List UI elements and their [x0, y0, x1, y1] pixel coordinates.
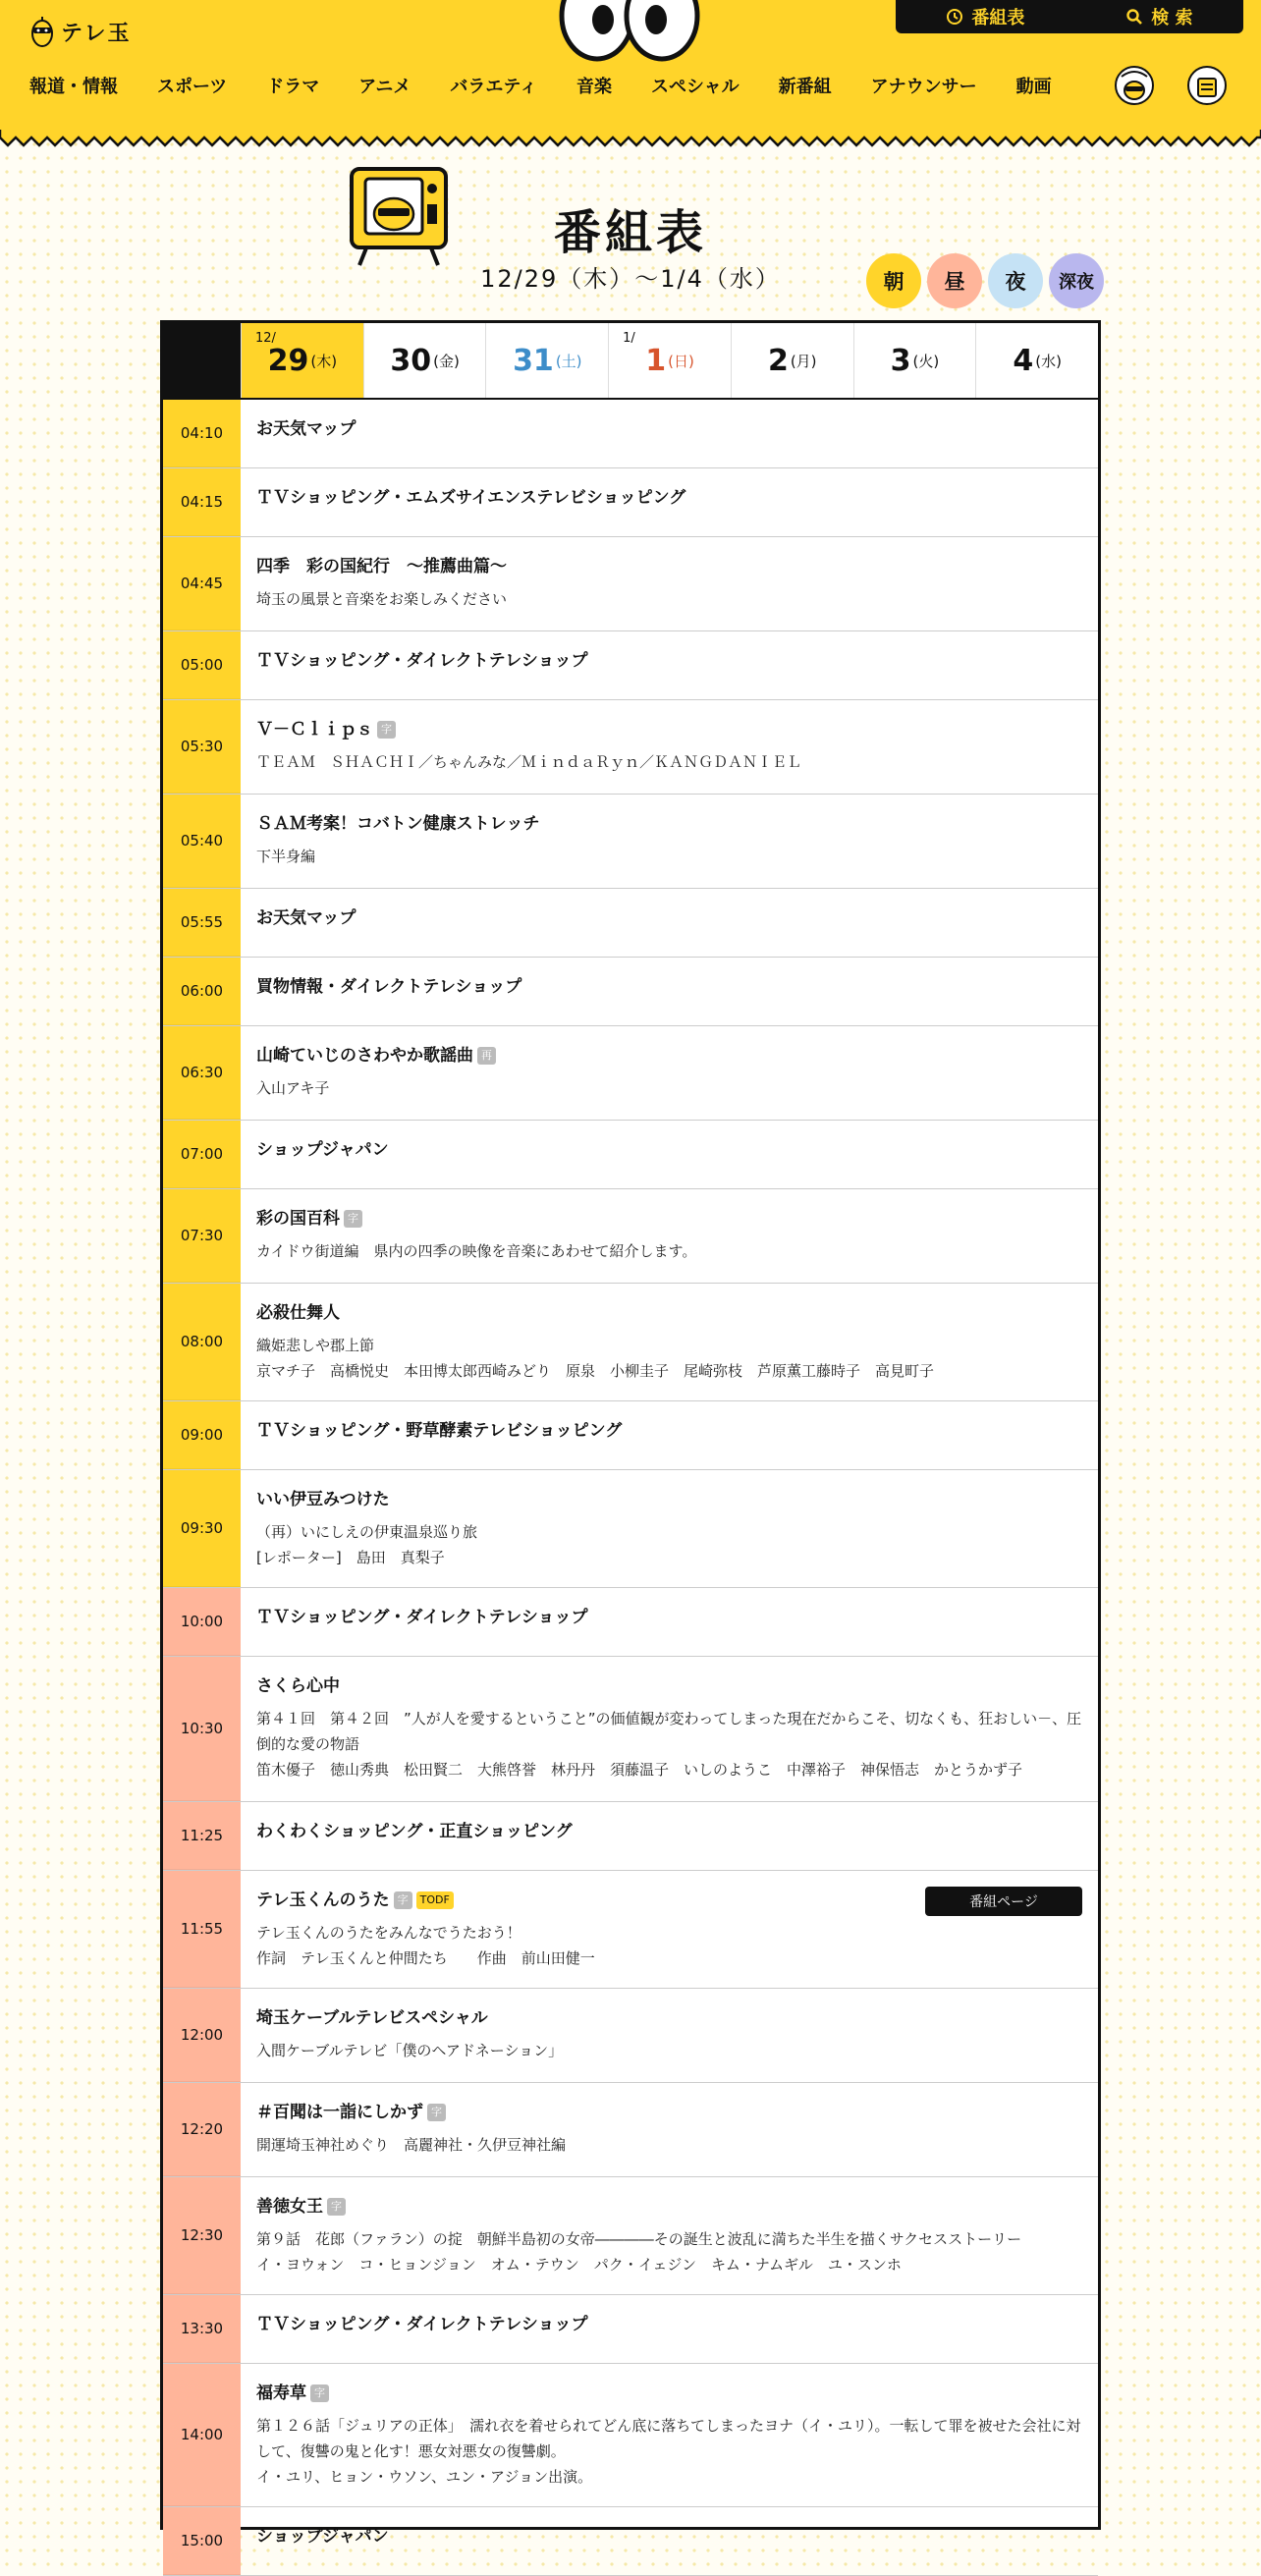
program-body [241, 2507, 1098, 2575]
day-selector-corner [163, 323, 241, 398]
program-title-row [256, 1207, 1082, 1231]
day-number: 4 [1013, 343, 1034, 378]
program-description-line: 第９話 花郎（ファラン）の掟 朝鮮半島初の女帝――――その誕生と波乱に満ちた半生を描くサクセスストーリー [256, 2230, 1022, 2248]
nav-new-programs[interactable]: 新番組 [778, 77, 832, 97]
program-row[interactable] [163, 1401, 1098, 1470]
program-time: 12:00 [163, 1989, 241, 2082]
program-description [256, 1333, 1082, 1384]
teletama-mascot-icon [29, 14, 55, 49]
teletama-kun-icon[interactable] [1114, 65, 1155, 106]
day-tab-3[interactable] [608, 323, 731, 398]
program-row[interactable] [163, 1026, 1098, 1121]
program-time: 13:30 [163, 2295, 241, 2363]
page-title: 番組表 [553, 205, 707, 260]
program-description [256, 2132, 1082, 2158]
day-weekday: (水) [1035, 352, 1062, 370]
program-row[interactable] [163, 1588, 1098, 1657]
day-number: 1 [645, 343, 667, 378]
tab-schedule[interactable] [946, 4, 1024, 29]
program-row[interactable] [163, 889, 1098, 958]
program-body [241, 2177, 1098, 2294]
program-badge: TODF [416, 1891, 454, 1909]
program-description-line: （再）いにしえの伊東温泉巡り旅 [256, 1523, 478, 1541]
nav-music[interactable]: 音楽 [576, 77, 612, 97]
program-schedule [160, 320, 1101, 2549]
program-row[interactable] [163, 1470, 1098, 1588]
program-time: 07:30 [163, 1189, 241, 1283]
program-body [241, 1802, 1098, 1870]
program-title[interactable]: Ｖ－Ｃｌｉｐｓ [256, 720, 373, 740]
program-description-line: 第１２６話「ジュリアの正体」 濡れ衣を着せられてどん底に落ちてしまったヨナ（イ・ユリ）。一転して罪を被せた会社に対して、復讐の鬼と化す！悪女対悪女の復讐劇。 [256, 2417, 1081, 2460]
program-description-line: 京マチ子 高橋悦史 本田博太郎西崎みどり 原泉 小柳圭子 尾崎弥枝 芦原薫工藤時子 高見町子 [256, 1362, 935, 1380]
program-row[interactable] [163, 2295, 1098, 2364]
genre-nav [29, 73, 1091, 98]
program-time: 05:00 [163, 631, 241, 699]
program-body [241, 1588, 1098, 1656]
program-time: 04:45 [163, 537, 241, 630]
program-title-row [256, 555, 1082, 578]
program-description-line: 埼玉の風景と音楽をお楽しみください [256, 590, 508, 608]
program-title-row [256, 417, 1082, 441]
program-row[interactable] [163, 400, 1098, 468]
program-body [241, 631, 1098, 699]
program-title[interactable]: 必殺仕舞人 [256, 1303, 340, 1323]
teletama-data-icon[interactable] [1186, 65, 1228, 106]
program-badge: 字 [377, 721, 396, 739]
period-morning-label: 朝 [883, 270, 905, 294]
program-description-line: 第４１回 第４２回 ”人が人を愛するということ”の価値観が変わってしまった現在だからこそ、切なくも、狂おしい－、圧倒的な愛の物語 [256, 1710, 1082, 1753]
program-body [241, 1026, 1098, 1120]
program-title-row [256, 1301, 1082, 1325]
program-time: 15:00 [163, 2507, 241, 2575]
site-header [0, 0, 1261, 134]
program-time: 09:00 [163, 1401, 241, 1469]
program-description-line: 下半身編 [256, 848, 316, 865]
mascot-eyes-icon [556, 0, 703, 63]
program-body [241, 1989, 1098, 2082]
day-selector [163, 323, 1098, 400]
day-tab-2[interactable] [485, 323, 608, 398]
program-title[interactable]: 山崎ていじのさわやか歌謡曲 [256, 1046, 473, 1066]
program-body [241, 889, 1098, 957]
program-title[interactable]: ショップジャパン [256, 1140, 389, 1160]
program-description-line: ＴＥＡＭ ＳＨＡＣＨＩ／ちゃんみな／ＭｉｎｄａＲｙｎ／ＫＡＮＧＤＡＮＩＥＬ [256, 753, 802, 771]
tab-search-label: 検 索 [1151, 8, 1193, 28]
program-time: 14:00 [163, 2364, 241, 2506]
program-time: 11:55 [163, 1871, 241, 1988]
program-body [241, 700, 1098, 794]
day-weekday: (月) [790, 352, 817, 370]
date-range: 12/29（木）〜1/4（水） [480, 265, 781, 293]
day-tab-6[interactable] [975, 323, 1098, 398]
program-time: 12:30 [163, 2177, 241, 2294]
period-night-label: 夜 [1005, 270, 1026, 294]
program-description-line: イ・ヨウォン コ・ヒョンジョン オム・テウン パク・イェジン キム・ナムギル ユ・スンホ [256, 2256, 902, 2274]
program-title[interactable]: ＴＶショッピング・エムズサイエンステレビショッピング [256, 488, 686, 508]
program-time: 05:55 [163, 889, 241, 957]
period-latenight-button[interactable] [1049, 253, 1104, 308]
program-description-line: 開運埼玉神社めぐり 高麗神社・久伊豆神社編 [256, 2136, 567, 2154]
period-night-button[interactable] [988, 253, 1043, 308]
program-title[interactable]: さくら心中 [256, 1676, 340, 1696]
day-number: 31 [513, 343, 554, 378]
program-title[interactable]: ＃百聞は一詣にしかず [256, 2103, 423, 2122]
day-weekday: (火) [912, 352, 940, 370]
day-month: 1/ [623, 331, 635, 346]
program-title-row [256, 2382, 1082, 2405]
program-title[interactable]: お天気マップ [256, 908, 356, 928]
program-title-row [256, 1138, 1082, 1162]
day-number: 29 [267, 343, 309, 378]
program-time: 11:25 [163, 1802, 241, 1870]
program-description-line: 入山アキ子 [256, 1079, 330, 1097]
program-title-row [256, 1674, 1082, 1698]
program-time: 07:00 [163, 1121, 241, 1188]
program-title-row [256, 2101, 1082, 2124]
day-number: 3 [890, 343, 911, 378]
program-badge: 字 [310, 2384, 329, 2402]
period-noon-label: 昼 [944, 270, 965, 294]
program-title[interactable]: わくわくショッピング・正直ショッピング [256, 1822, 573, 1841]
program-title-row [256, 2313, 1082, 2336]
program-title-row [256, 2006, 1082, 2030]
program-row[interactable] [163, 2177, 1098, 2295]
program-body [241, 468, 1098, 536]
tab-search[interactable] [1125, 4, 1192, 29]
program-title[interactable]: ＴＶショッピング・野草酵素テレビショッピング [256, 1421, 623, 1441]
program-row[interactable] [163, 700, 1098, 795]
program-description [256, 1706, 1082, 1782]
tab-schedule-label: 番組表 [971, 8, 1025, 28]
program-badge: 字 [327, 2198, 346, 2216]
program-page-button[interactable]: 番組ページ [925, 1887, 1082, 1916]
program-description [256, 1920, 1082, 1971]
program-title[interactable]: テレ玉くんのうた [256, 1891, 390, 1910]
program-time: 10:00 [163, 1588, 241, 1656]
program-title-row [256, 2195, 1082, 2219]
nav-announcers[interactable]: アナウンサー [870, 77, 977, 97]
program-body [241, 2364, 1098, 2506]
program-time: 08:00 [163, 1284, 241, 1400]
program-title-row [256, 812, 1082, 836]
program-body [241, 2295, 1098, 2363]
program-row[interactable] [163, 1989, 1098, 2083]
program-row[interactable] [163, 468, 1098, 537]
program-title[interactable]: いい伊豆みつけた [256, 1490, 390, 1509]
program-body [241, 1401, 1098, 1469]
program-row[interactable] [163, 795, 1098, 889]
day-weekday: (金) [433, 352, 460, 370]
program-title-row [256, 649, 1082, 673]
day-tab-1[interactable] [363, 323, 486, 398]
program-time: 10:30 [163, 1657, 241, 1801]
day-tab-4[interactable] [731, 323, 853, 398]
program-title-row [256, 1044, 1082, 1068]
program-title[interactable]: ＴＶショッピング・ダイレクトテレショップ [256, 2315, 588, 2334]
program-row[interactable] [163, 1121, 1098, 1189]
program-badge: 再 [477, 1047, 496, 1065]
nav-drama[interactable]: ドラマ [266, 77, 320, 97]
program-title-row [256, 1820, 1082, 1843]
nav-anime[interactable]: アニメ [358, 77, 411, 97]
program-row[interactable] [163, 2083, 1098, 2177]
logo-text: テレ玉 [61, 21, 132, 46]
program-description [256, 586, 1082, 612]
program-title[interactable]: ショップジャパン [256, 2527, 389, 2547]
program-description-line: 織姫悲しや郡上節 [256, 1337, 375, 1354]
program-title[interactable]: ＴＶショッピング・ダイレクトテレショップ [256, 1608, 588, 1627]
program-time: 09:30 [163, 1470, 241, 1587]
program-title-row [256, 1488, 1082, 1511]
program-body [241, 537, 1098, 630]
program-title[interactable]: 四季 彩の国紀行 ～推薦曲篇～ [256, 557, 507, 576]
program-row[interactable] [163, 2507, 1098, 2576]
day-number: 2 [767, 343, 789, 378]
program-title-row [256, 718, 1082, 741]
program-row[interactable] [163, 537, 1098, 631]
program-title[interactable]: 善徳女王 [256, 2197, 323, 2217]
program-title-row [256, 1606, 1082, 1629]
program-time: 04:10 [163, 400, 241, 467]
program-badge: 字 [344, 1210, 362, 1228]
program-row[interactable] [163, 2364, 1098, 2507]
program-title-row [256, 1419, 1082, 1443]
program-description [256, 2226, 1082, 2277]
search-icon [1125, 8, 1143, 26]
program-title[interactable]: 買物情報・ダイレクトテレショップ [256, 977, 522, 997]
program-body [241, 1871, 1098, 1988]
program-title[interactable]: 福寿草 [256, 2384, 306, 2403]
program-title[interactable]: ＴＶショッピング・ダイレクトテレショップ [256, 651, 588, 671]
day-number: 30 [390, 343, 432, 378]
header-zigzag-edge [0, 130, 1261, 147]
program-row[interactable] [163, 958, 1098, 1026]
nav-variety[interactable]: バラエティ [450, 77, 537, 97]
program-row[interactable] [163, 1871, 1098, 1989]
top-tabs [896, 0, 1243, 33]
program-body [241, 1284, 1098, 1400]
program-time: 06:30 [163, 1026, 241, 1120]
program-time: 06:00 [163, 958, 241, 1025]
program-body [241, 958, 1098, 1025]
program-list [163, 400, 1098, 2576]
nav-sports[interactable]: スポーツ [157, 77, 228, 97]
day-weekday: (木) [310, 352, 338, 370]
period-noon-button[interactable] [927, 253, 982, 308]
program-title[interactable]: ＳＡＭ考案！コバトン健康ストレッチ [256, 814, 540, 834]
program-time: 05:30 [163, 700, 241, 794]
program-description-line: カイドウ街道編 県内の四季の映像を音楽にあわせて紹介します。 [256, 1242, 697, 1260]
day-tab-5[interactable] [853, 323, 976, 398]
program-description [256, 1519, 1082, 1570]
program-body [241, 2083, 1098, 2176]
program-body [241, 400, 1098, 467]
program-body [241, 1470, 1098, 1587]
program-title-row [256, 975, 1082, 999]
nav-special[interactable]: スペシャル [650, 77, 740, 97]
program-description-line: 作詞 テレ玉くんと仲間たち 作曲 前山田健一 [256, 1949, 595, 1967]
period-morning-button[interactable] [866, 253, 921, 308]
day-month: 12/ [255, 331, 276, 346]
program-title-row [256, 486, 1082, 510]
program-description [256, 2413, 1082, 2490]
program-row[interactable] [163, 1284, 1098, 1401]
day-tab-0[interactable] [241, 323, 363, 398]
program-body [241, 1189, 1098, 1283]
program-badge: 字 [427, 2104, 446, 2121]
day-weekday: (日) [668, 352, 694, 370]
program-title-row [256, 906, 1082, 930]
site-logo[interactable] [29, 14, 132, 49]
nav-news[interactable]: 報道・情報 [29, 77, 118, 97]
program-description [256, 1238, 1082, 1264]
day-weekday: (土) [555, 352, 582, 370]
program-description [256, 749, 1082, 775]
program-row[interactable] [163, 1657, 1098, 1802]
program-row[interactable] [163, 1802, 1098, 1871]
program-title[interactable]: お天気マップ [256, 419, 356, 439]
clock-icon [946, 8, 963, 26]
program-row[interactable] [163, 1189, 1098, 1284]
program-description-line: イ・ユリ、ヒョン・ウソン、ユン・アジョン出演。 [256, 2468, 593, 2486]
program-time: 05:40 [163, 795, 241, 888]
program-description [256, 2038, 1082, 2063]
program-description-line: 笛木優子 徳山秀典 松田賢二 大熊啓誉 林丹丹 須藤温子 いしのようこ 中澤裕子 神保悟志 かとうかず子 [256, 1761, 1023, 1779]
program-description [256, 844, 1082, 869]
program-description [256, 1075, 1082, 1101]
program-title[interactable]: 埼玉ケーブルテレビスペシャル [256, 2008, 488, 2028]
program-description-line: 入間ケーブルテレビ「僕のヘアドネーション」 [256, 2042, 564, 2059]
program-body [241, 1657, 1098, 1801]
program-description-line: テレ玉くんのうたをみんなでうたおう！ [256, 1924, 521, 1942]
program-body [241, 795, 1098, 888]
program-description-line: [レポーター] 島田 真梨子 [256, 1549, 445, 1566]
nav-video[interactable]: 動画 [1015, 77, 1052, 97]
program-title-row [256, 2525, 1082, 2549]
period-latenight-label: 深夜 [1059, 272, 1094, 293]
program-badge: 字 [394, 1891, 412, 1909]
program-body [241, 1121, 1098, 1188]
program-row[interactable] [163, 631, 1098, 700]
program-title[interactable]: 彩の国百科 [256, 1209, 340, 1229]
program-time: 04:15 [163, 468, 241, 536]
program-time: 12:20 [163, 2083, 241, 2176]
